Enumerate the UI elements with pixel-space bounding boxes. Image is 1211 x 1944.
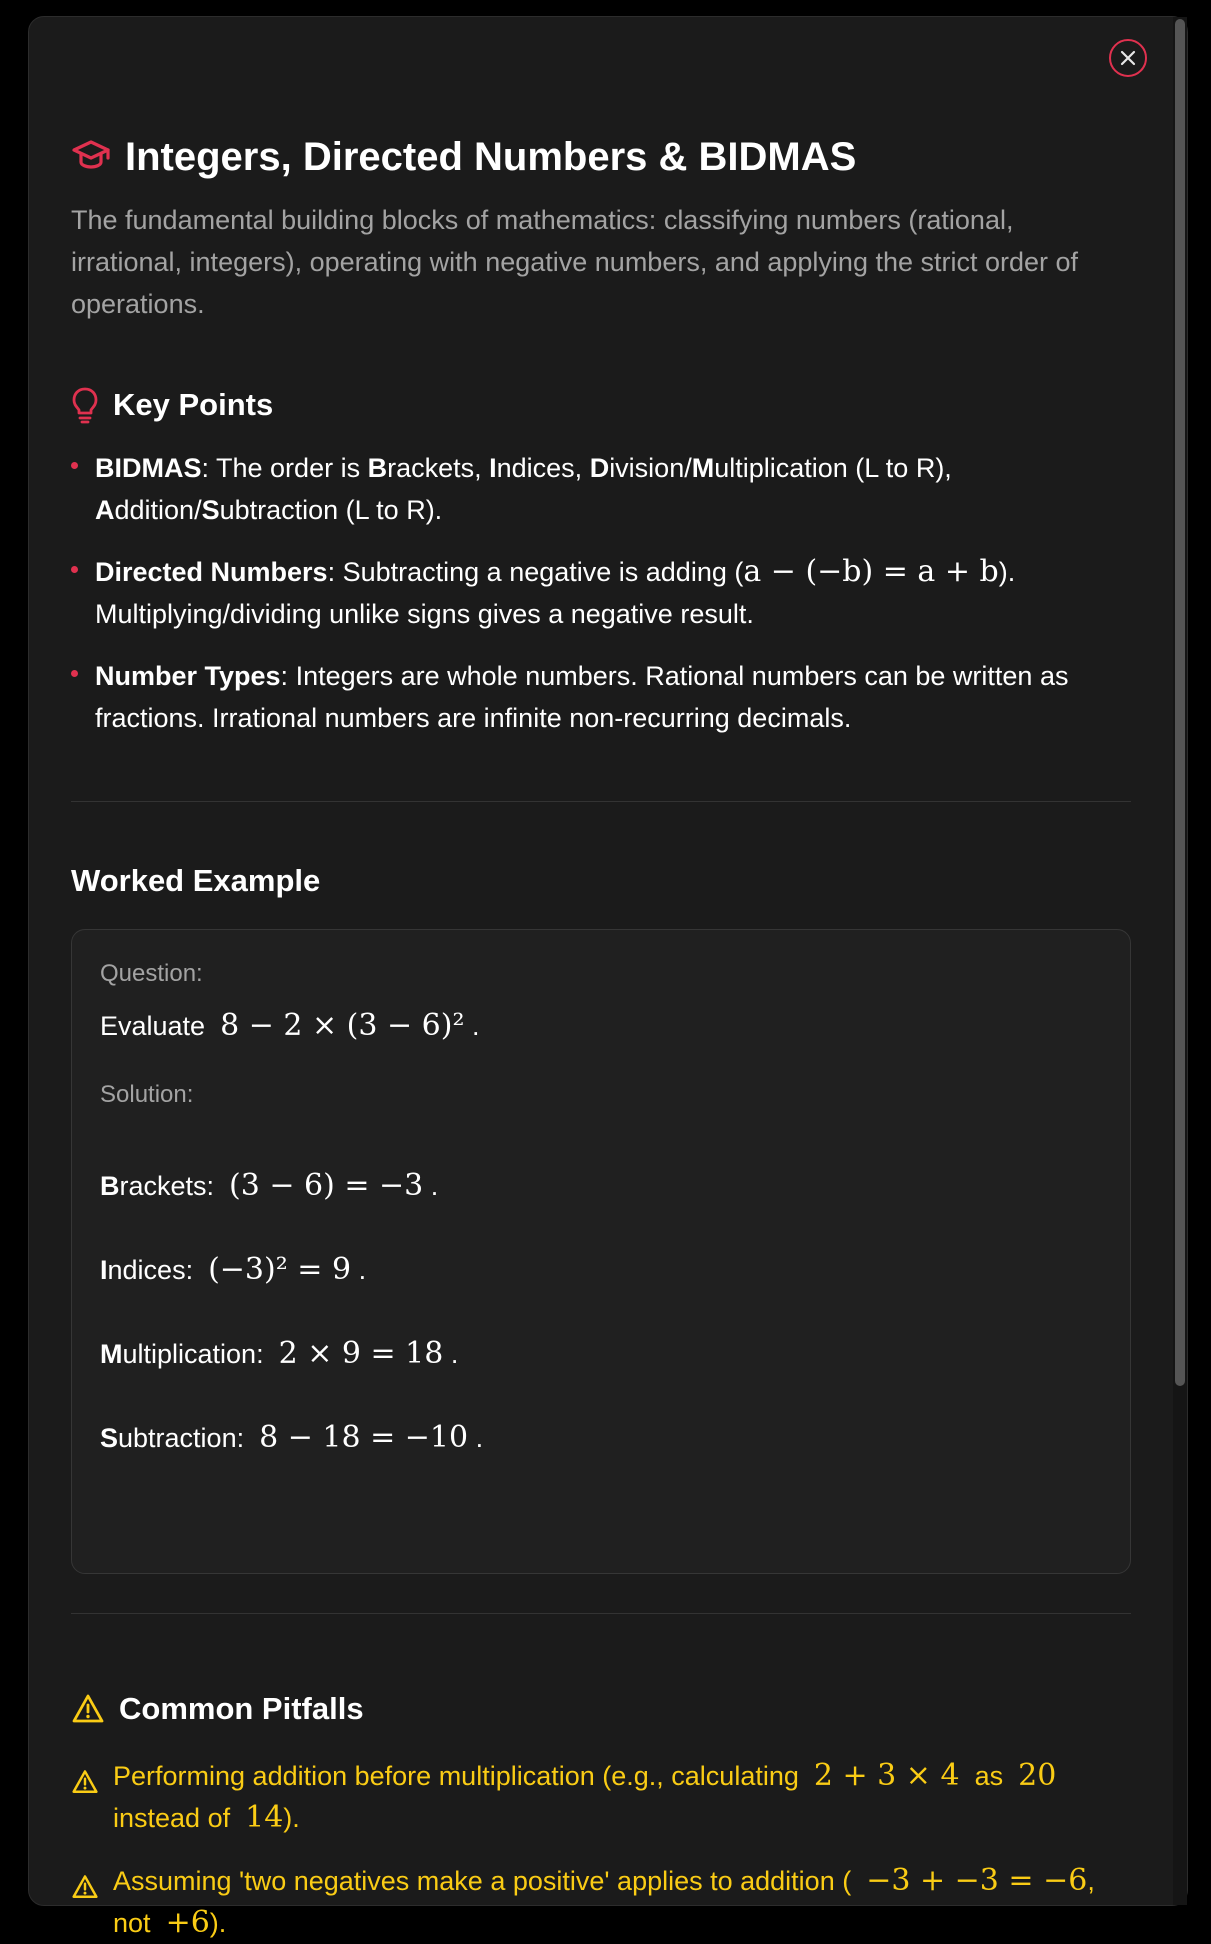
pitfalls-heading: [71, 1691, 364, 1727]
worked-example-heading: [71, 863, 320, 899]
bidmas-initial: A: [95, 495, 115, 525]
key-point-term: Directed Numbers: [95, 557, 328, 587]
bullet-dot: [71, 462, 78, 469]
pitfall-text-part: ).: [209, 1908, 227, 1938]
key-point-math: a − (−b) = a + b: [743, 554, 999, 589]
step-initial: B: [100, 1171, 120, 1201]
key-point-text: Subtracting a negative is adding (: [342, 557, 744, 587]
bidmas-initial: I: [489, 453, 497, 483]
step-label: ubtraction:: [118, 1423, 245, 1453]
pitfall-item: [71, 1755, 1131, 1839]
pitfall-math: 14: [245, 1800, 284, 1835]
pitfalls-title: Common Pitfalls: [119, 1691, 364, 1726]
bidmas-text: ndices,: [496, 453, 590, 483]
bidmas-text: The order is: [216, 453, 368, 483]
bidmas-initial: D: [589, 453, 610, 483]
key-point-text-after: ). Multiplying/dividing unlike signs gives a negative result.: [95, 557, 1016, 629]
question-label: Question:: [100, 960, 203, 987]
graduation-cap-icon: [71, 138, 111, 177]
worked-example-title: Worked Example: [71, 863, 321, 898]
key-point-term: BIDMAS: [95, 453, 202, 483]
bidmas-text: rackets,: [387, 453, 490, 483]
pitfall-math: 20: [1018, 1758, 1057, 1793]
key-point-text: [95, 453, 952, 525]
warning-icon: [71, 1693, 105, 1725]
step-initial: S: [100, 1423, 119, 1453]
pitfall-text-part: as: [974, 1761, 1004, 1791]
bullet-dot: [71, 566, 78, 573]
step-label: ultiplication:: [122, 1339, 264, 1369]
close-icon: [1119, 49, 1137, 67]
bidmas-text: ubtraction (L to R).: [219, 495, 443, 525]
bullet-dot: [71, 670, 78, 677]
step-initial: I: [100, 1255, 108, 1285]
key-point-directed-numbers: Directed Numbers: Subtracting a negative is adding (a − (−b) = a + b). Multiplying/dividing unlike signs gives a negative result.: [71, 551, 1131, 635]
pitfall-item: [71, 1860, 1131, 1944]
step-label: rackets:: [119, 1171, 215, 1201]
title-row: [71, 133, 856, 181]
key-point-term: Number Types: [95, 661, 281, 691]
key-points-heading: [71, 386, 273, 424]
pitfall-text: [113, 1755, 1131, 1839]
bidmas-initial: B: [367, 453, 388, 483]
close-button[interactable]: [1109, 39, 1147, 77]
pitfall-text-part: Performing addition before multiplication (e.g., calculating: [113, 1761, 799, 1791]
question-line: Evaluate 8 − 2 × (3 − 6)² .: [100, 1008, 480, 1043]
solution-step-multiplication: Multiplication: 2 × 9 = 18 .: [100, 1336, 459, 1371]
bidmas-text: ultiplication (L to R),: [714, 453, 952, 483]
bidmas-text: ivision/: [609, 453, 692, 483]
key-point-text: Integers are whole numbers. Rational numbers can be written as fractions. Irrational numbers are infinite non-recurring decimals.: [95, 661, 1069, 733]
pitfall-math: +6: [165, 1905, 210, 1940]
pitfall-text-part: instead of: [113, 1803, 231, 1833]
scrollbar[interactable]: [1173, 17, 1187, 1905]
bidmas-initial: S: [201, 495, 220, 525]
solution-step-brackets: Brackets: (3 − 6) = −3 .: [100, 1168, 439, 1203]
question-text: Evaluate: [100, 1011, 206, 1041]
key-points-list: [71, 447, 1131, 759]
bidmas-initial: M: [691, 453, 715, 483]
key-points-title: Key Points: [113, 387, 274, 422]
topic-modal: [28, 16, 1188, 1940]
page-title: Integers, Directed Numbers & BIDMAS: [125, 135, 857, 179]
section-divider: [71, 801, 1131, 802]
scrollbar-thumb[interactable]: [1175, 19, 1185, 1386]
pitfall-math: 2 + 3 × 4: [813, 1758, 960, 1793]
question-math: 8 − 2 × (3 − 6)²: [220, 1008, 465, 1043]
worked-example-box: [71, 929, 1131, 1574]
solution-label: Solution:: [100, 1081, 194, 1108]
bidmas-text: ddition/: [114, 495, 202, 525]
solution-step-indices: Indices: (−3)² = 9 .: [100, 1252, 367, 1287]
key-point-number-types: Number Types: Integers are whole numbers. Rational numbers can be written as fractions. Irrational numbers are infinite non-recurring decimals.: [71, 655, 1131, 739]
step-math: (−3)² = 9: [208, 1252, 352, 1287]
step-math: (3 − 6) = −3: [229, 1168, 424, 1203]
step-label: ndices:: [107, 1255, 194, 1285]
solution-step-subtraction: Subtraction: 8 − 18 = −10 .: [100, 1420, 484, 1455]
step-math: 8 − 18 = −10: [259, 1420, 469, 1455]
key-point-bidmas: BIDMAS: The order is Brackets, Indices, Division/Multiplication (L to R), Addition/Subtraction (L to R).: [71, 447, 1131, 531]
warning-icon: [71, 1860, 113, 1905]
step-initial: M: [100, 1339, 123, 1369]
warning-icon: [71, 1755, 113, 1800]
pitfall-text: [113, 1860, 1131, 1944]
step-math: 2 × 9 = 18: [278, 1336, 444, 1371]
pitfall-text-part: ).: [283, 1803, 300, 1833]
section-divider: [71, 1613, 1131, 1614]
pitfall-text-part: , not: [113, 1866, 1095, 1938]
lightbulb-icon: [71, 386, 99, 424]
page-subtitle: The fundamental building blocks of mathematics: classifying numbers (rational, irrational, integers), operating with negative numbers, and applying the strict order of operations.: [71, 205, 1079, 319]
pitfall-text-part: Assuming 'two negatives make a positive' applies to addition (: [113, 1866, 852, 1896]
pitfall-math: −3 + −3 = −6: [866, 1863, 1088, 1898]
